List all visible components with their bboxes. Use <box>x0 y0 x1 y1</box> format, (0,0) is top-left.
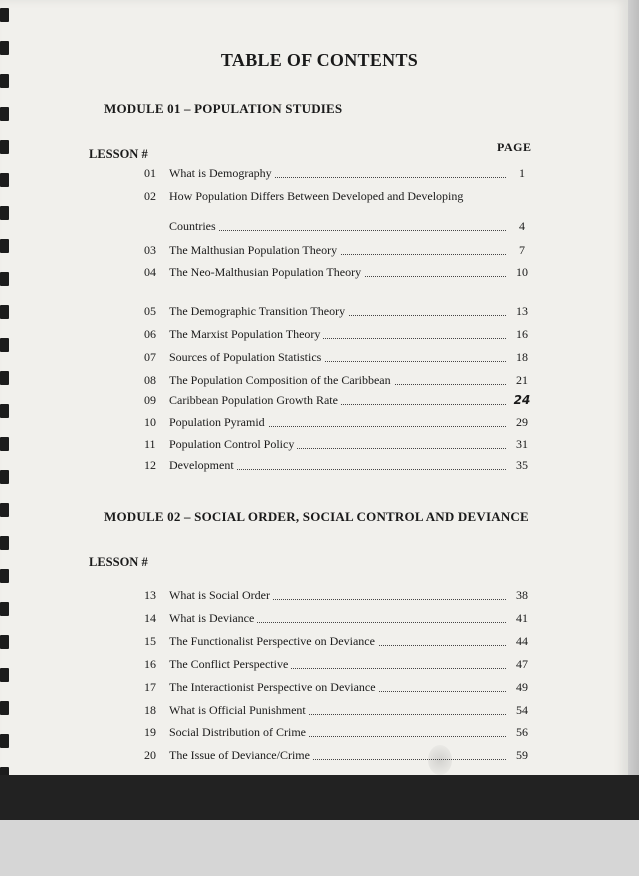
toc-entry <box>144 301 534 321</box>
lesson-number: 17 <box>144 680 156 694</box>
lesson-number: 08 <box>144 373 156 387</box>
toc-entry <box>144 700 534 720</box>
page-number: 35 <box>516 458 528 472</box>
toc-entry <box>144 370 534 390</box>
page-number: 56 <box>516 725 528 739</box>
lesson-number: 16 <box>144 657 156 671</box>
scanner-shadow-bar <box>0 775 639 820</box>
lesson-title: The Interactionist Perspective on Deviance <box>169 677 379 697</box>
page-number: 1 <box>519 166 525 180</box>
binding-ring <box>0 470 9 484</box>
lesson-title: Population Control Policy <box>169 434 297 454</box>
lesson-number: 12 <box>144 458 156 472</box>
page-number: 59 <box>516 748 528 762</box>
lesson-title: Development <box>169 455 237 475</box>
lesson-number: 04 <box>144 265 156 279</box>
binding-ring <box>0 140 9 154</box>
binding-ring <box>0 173 9 187</box>
lesson-title: What is Deviance <box>169 608 257 628</box>
binding-ring <box>0 74 9 88</box>
binding-ring <box>0 503 9 517</box>
lesson-number: 05 <box>144 304 156 318</box>
lesson-title: Sources of Population Statistics <box>169 347 324 367</box>
page-number: 54 <box>516 703 528 717</box>
page-number: 41 <box>516 611 528 625</box>
lesson-title: Caribbean Population Growth Rate <box>169 390 341 410</box>
lesson-column-heading: LESSON # <box>89 147 148 161</box>
toc-entry <box>144 722 534 742</box>
toc-entry <box>144 455 534 475</box>
lesson-number: 01 <box>144 166 156 180</box>
toc-entry <box>144 745 534 765</box>
lesson-number: 03 <box>144 243 156 257</box>
page-column-heading: PAGE <box>497 140 532 154</box>
page-number: 47 <box>516 657 528 671</box>
lesson-number: 14 <box>144 611 156 625</box>
lesson-number: 09 <box>144 393 156 407</box>
toc-entry <box>144 608 534 628</box>
lesson-title: The Demographic Transition Theory <box>169 301 348 321</box>
page-title: TABLE OF CONTENTS <box>220 50 419 70</box>
toc-entry <box>144 677 534 697</box>
page-number: 29 <box>516 415 528 429</box>
binding-ring <box>0 536 9 550</box>
page-number: 31 <box>516 437 528 451</box>
binding-ring <box>0 569 9 583</box>
lesson-title: How Population Differs Between Developed and Developing <box>169 186 466 206</box>
binding-ring <box>0 305 9 319</box>
lesson-number: 02 <box>144 189 156 203</box>
lesson-title: Population Pyramid <box>169 412 268 432</box>
lesson-title: The Conflict Perspective <box>169 654 291 674</box>
binding-ring <box>0 239 9 253</box>
binding-ring <box>0 107 9 121</box>
binding-ring <box>0 404 9 418</box>
lesson-title: What is Social Order <box>169 585 273 605</box>
toc-entry <box>144 240 534 260</box>
lesson-number: 19 <box>144 725 156 739</box>
lesson-number: 06 <box>144 327 156 341</box>
toc-entry <box>144 324 534 344</box>
toc-entry <box>144 654 534 674</box>
page-number: 24 <box>513 393 531 407</box>
toc-entry <box>144 631 534 651</box>
page-number: 4 <box>519 219 525 233</box>
spiral-binding <box>0 0 12 800</box>
binding-ring <box>0 701 9 715</box>
lesson-title: Social Distribution of Crime <box>169 722 309 742</box>
binding-ring <box>0 272 9 286</box>
scan-background <box>0 820 639 876</box>
module-heading: MODULE 01 – POPULATION STUDIES <box>104 101 343 116</box>
dot-leader <box>169 230 506 231</box>
binding-ring <box>0 602 9 616</box>
page-number: 38 <box>516 588 528 602</box>
lesson-title: The Marxist Population Theory <box>169 324 323 344</box>
lesson-number: 07 <box>144 350 156 364</box>
lesson-title: What is Demography <box>169 163 275 183</box>
lesson-title: What is Official Punishment <box>169 700 309 720</box>
lesson-number: 20 <box>144 748 156 762</box>
page-number: 10 <box>516 265 528 279</box>
lesson-number: 18 <box>144 703 156 717</box>
toc-entry <box>144 347 534 367</box>
page-number: 18 <box>516 350 528 364</box>
toc-entry <box>144 585 534 605</box>
binding-ring <box>0 338 9 352</box>
toc-entry <box>144 412 534 432</box>
lesson-number: 11 <box>144 437 156 451</box>
smudge-mark <box>428 745 452 775</box>
page-edge <box>628 0 639 800</box>
toc-entry <box>144 390 534 410</box>
module-heading: MODULE 02 – SOCIAL ORDER, SOCIAL CONTROL AND DEVIANCE <box>104 509 529 524</box>
page-number: 21 <box>516 373 528 387</box>
lesson-column-heading: LESSON # <box>89 555 148 569</box>
binding-ring <box>0 668 9 682</box>
lesson-title: The Population Composition of the Caribbean <box>169 370 394 390</box>
binding-ring <box>0 635 9 649</box>
binding-ring <box>0 206 9 220</box>
binding-ring <box>0 8 9 22</box>
binding-ring <box>0 437 9 451</box>
lesson-number: 10 <box>144 415 156 429</box>
toc-entry <box>144 434 534 454</box>
page-number: 49 <box>516 680 528 694</box>
binding-ring <box>0 371 9 385</box>
lesson-title-continued: Countries <box>169 216 219 236</box>
lesson-title: The Issue of Deviance/Crime <box>169 745 313 765</box>
page-number: 7 <box>519 243 525 257</box>
binding-ring <box>0 734 9 748</box>
lesson-title: The Functionalist Perspective on Deviance <box>169 631 378 651</box>
lesson-title: The Neo-Malthusian Population Theory <box>169 262 364 282</box>
toc-entry <box>144 163 534 183</box>
toc-entry-continued <box>144 216 534 236</box>
page-number: 13 <box>516 304 528 318</box>
lesson-number: 13 <box>144 588 156 602</box>
page-number: 44 <box>516 634 528 648</box>
toc-entry <box>144 262 534 282</box>
lesson-number: 15 <box>144 634 156 648</box>
toc-entry <box>144 186 534 206</box>
page-number: 16 <box>516 327 528 341</box>
lesson-title: The Malthusian Population Theory <box>169 240 340 260</box>
